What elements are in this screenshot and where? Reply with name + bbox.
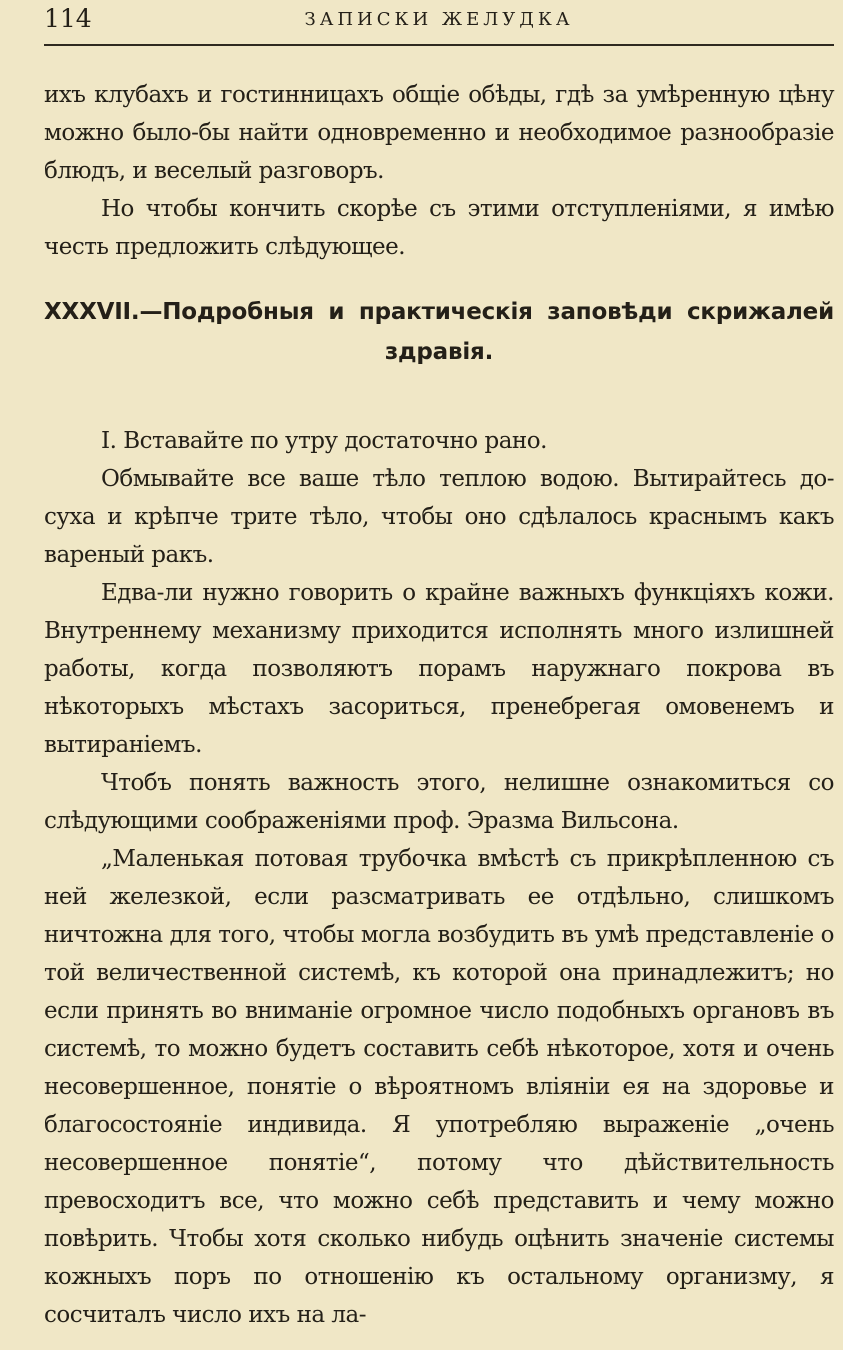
paragraph-continuation: ихъ клубахъ и гостинницахъ общiе обѣды, гдѣ за умѣренную цѣну можно было-бы найти одновременно и необходимое разнообразiе блюдъ, и веселый разговоръ. [44, 82, 834, 184]
running-head [44, 0, 834, 46]
section-heading: XXXVII.—Подробныя и практическiя заповѣди скрижалей здравiя. [44, 299, 834, 365]
running-title: ЗАПИСКИ ЖЕЛУДКА [304, 9, 574, 30]
paragraph-transition: Но чтобы кончить скорѣе съ этими отступленiями, я имѣю честь предложить слѣдующее. [44, 196, 834, 260]
paragraph-skin-functions: Едва-ли нужно говорить о крайне важныхъ функцiяхъ кожи. Внутреннему механизму приходится исполнять много излишней работы, когда позволяютъ порамъ наружнаго покрова въ нѣкоторыхъ мѣстахъ засориться, пренебрегая омовенемъ и вытиранiемъ. [44, 580, 834, 758]
paragraph-washing: Обмывайте все ваше тѣло теплою водою. Вытирайтесь до-суха и крѣпче трите тѣло, чтобы оно сдѣлалось краснымъ какъ вареный ракъ. [44, 466, 834, 568]
rule-one: I. Вставайте по утру достаточно рано. [101, 428, 547, 454]
page-content [44, 0, 834, 1334]
page-number: 114 [44, 4, 92, 33]
body-text [44, 76, 834, 266]
paragraph-quotation: „Маленькая потовая трубочка вмѣстѣ съ прикрѣпленною съ ней железкой, если разсматривать ее отдѣльно, слишкомъ ничтожна для того, чтобы могла возбудить въ умѣ представленiе о той величественной системѣ, къ которой она принадлежитъ; но если принять во вниманiе огромное число подобныхъ органовъ въ системѣ, то можно будетъ составить себѣ нѣкоторое, хотя и очень несовершенное, понятiе о вѣроятномъ влiянiи ея на здоровье и благосостоянiе индивида. Я употребляю выраженiе „очень несовершенное понятiе“, потому что дѣйствительность превосходитъ все, что можно себѣ представить и чему можно повѣрить. Чтобы хотя сколько нибудь оцѣнить значенiе системы кожныхъ поръ по отношенiю къ остальному организму, я сосчиталъ число ихъ на ла- [44, 846, 834, 1328]
paragraph-importance: Чтобъ понять важность этого, нелишне ознакомиться со слѣдующими соображенiями проф. Эразма Вильсона. [44, 770, 834, 834]
section-heading-block [44, 292, 834, 372]
body-text-continued [44, 422, 834, 1334]
section-spacer [44, 372, 834, 392]
